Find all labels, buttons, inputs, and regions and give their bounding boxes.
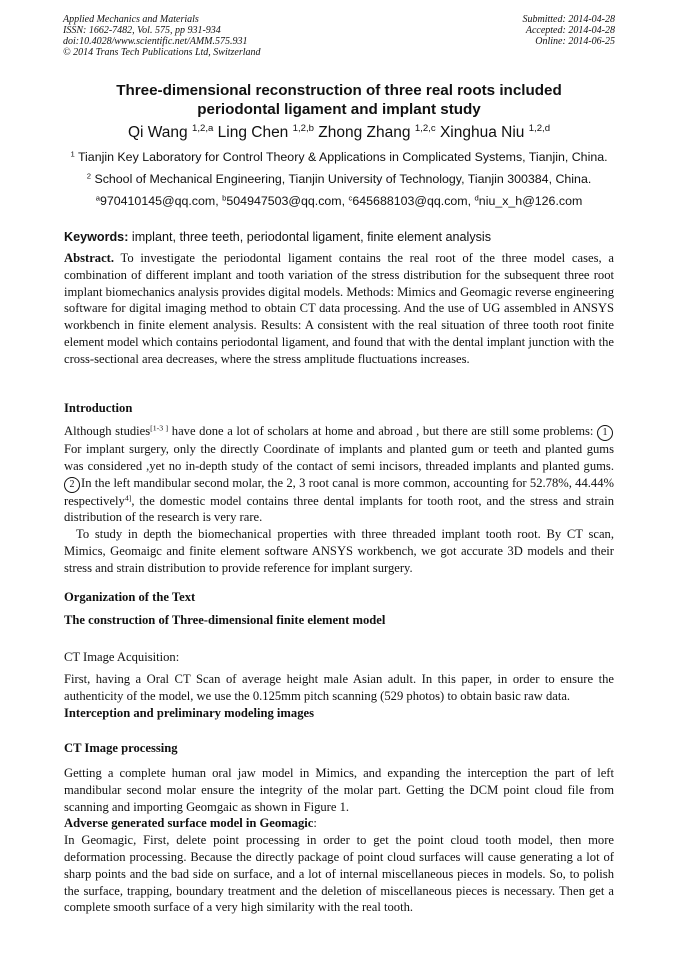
email-link[interactable]: niu_x_h@126.com [478,194,583,208]
text-run: have done a lot of scholars at home and abroad , but there are still some problems: [168,424,598,438]
author-sup: 1,2,c [414,123,436,135]
dates-info [523,14,616,47]
abstract-label: Abstract. [64,251,115,265]
author-name: Xinghua Niu [439,124,525,141]
affiliation-1 [40,150,638,164]
paper-title [40,81,638,119]
email-sup: a [95,193,100,203]
journal-name: Applied Mechanics and Materials [63,14,199,25]
journal-info [63,14,261,58]
email-link[interactable]: 504947503@qq.com, [226,194,346,208]
author-sup: 1,2,a [191,123,214,135]
title-line-1: Three-dimensional reconstruction of three real roots included [116,82,562,99]
ct-acquisition-paragraph: First, having a Oral CT Scan of average height male Asian adult. In this paper, in order to ensure the authenticity of the model, we use the 0.125mm pitch scanning (529 photos) to obtain basic raw data. [64,672,614,703]
email-link[interactable]: 970410145@qq.com, [99,194,219,208]
introduction-heading: Introduction [64,401,133,415]
ct-acquisition-text [64,671,614,721]
citation: [1-3 ] [150,423,169,433]
email-link[interactable]: 645688103@qq.com, [352,194,472,208]
ct-acquisition-label: CT Image Acquisition: [64,650,180,664]
affiliation-2 [40,172,638,186]
author-sup: 1,2,d [528,123,551,135]
text-run: Although studies [64,424,151,438]
affiliation-sup: 1 [70,149,75,159]
keywords-label: Keywords: [64,230,129,244]
keywords-text: implant, three teeth, periodontal ligament, finite element analysis [131,230,492,244]
affiliation-sup: 2 [86,171,91,181]
ct-processing-heading: CT Image processing [64,741,178,755]
abstract-text: To investigate the periodontal ligament contains the real root of the three model cases, a combination of different implant and tooth variation of the stress distribution for the subsequent three root implant biomechanics analysis provides digital models. Methods: Mimics and Geomagic reverse engineering software for digital imaging method to obtain CT data processing. And the use of UG assembled in ANSYS workbench in finite element analysis. Results: A consistent with the real situation of three tooth root finite element model which contains periodontal ligament, and found that with the dental implant junction with the cross-sectional area decreases, where the stress amplitude fluctuations increases. [64,251,614,366]
introduction-paragraph-1 [64,423,614,526]
copyright: © 2014 Trans Tech Publications Ltd, Switzerland [63,47,261,58]
email-sup: d [474,193,479,203]
adverse-heading-line [64,815,614,832]
introduction-body [64,423,614,577]
online-date: Online: 2014-06-25 [535,36,615,47]
author-emails [40,194,638,208]
text-run: For implant surgery, only the directly Coordinate of implants and planted gum or teeth and planted gums was considered ,yet no in-depth study of the contact of semi incisors, threaded implants and planted gums. [64,442,614,473]
text-run: , the domestic model contains three dental implants for tooth root, and the stress and strain distribution of the research is very rare. [64,493,614,525]
accepted-date: Accepted: 2014-04-28 [525,25,615,36]
text-run: In the left mandibular second molar, the 2, 3 root canal is more common, accounting for 52.78%, 44.44% respectively [64,475,614,508]
email-sup: c [348,193,353,203]
title-line-2: periodontal ligament and implant study [197,101,481,118]
author-list [40,124,638,142]
doi: doi:10.4028/www.scientific.net/AMM.575.931 [63,36,248,47]
issn: ISSN: 1662-7482, Vol. 575, pp 931-934 [63,25,221,36]
construction-subheading: The construction of Three-dimensional finite element model [64,613,386,627]
adverse-colon: : [313,816,317,831]
organization-heading: Organization of the Text [64,590,196,604]
circled-number-icon: 2 [64,477,80,493]
ct-processing-paragraph: Getting a complete human oral jaw model in Mimics, and expanding the interception the part of left mandibular second molar ensure the integrity of the molar part. Getting the DCM point cloud file from scanning and importing Geomgaic as shown in Figure 1. [64,766,614,814]
adverse-heading: Adverse generated surface model in Geomagic [64,816,314,831]
introduction-paragraph-2: To study in depth the biomechanical properties with three threaded implant tooth root. By CT scan, Mimics, Geomaigc and finite element software ANSYS workbench, we got accurate 3D models and their stress and strain distribution to provide reference for implant surgery. [64,527,614,575]
keywords [64,229,614,246]
interception-heading: Interception and preliminary modeling images [64,705,315,720]
ct-processing-body [64,765,614,916]
affiliation-text: Tianjin Key Laboratory for Control Theory & Applications in Complicated Systems, Tianjin, China. [77,150,608,164]
author-sup: 1,2,b [292,123,314,135]
citation: 4] [124,492,132,502]
circled-number-icon: 1 [597,425,613,441]
abstract [64,250,614,368]
email-sup: b [222,193,227,203]
author-name: Zhong Zhang [318,124,411,141]
author-name: Ling Chen [217,124,289,141]
submitted-date: Submitted: 2014-04-28 [522,14,615,25]
author-name: Qi Wang [127,124,188,141]
adverse-paragraph: In Geomagic, First, delete point processing in order to get the point cloud tooth model, then more deformation processing. Because the directly package of point cloud surfaces will cause generating a lot of sharp points and the bad side on surface, and a lot of internal miscellaneous pieces in models. So, to polish the surface, trapping, boundary treatment and the deletion of miscellaneous pieces is necessary. Then get a complete smooth surface of a very high similarity with the real tooth. [64,833,614,915]
affiliation-text: School of Mechanical Engineering, Tianjin University of Technology, Tianjin 300384, China. [94,172,592,186]
